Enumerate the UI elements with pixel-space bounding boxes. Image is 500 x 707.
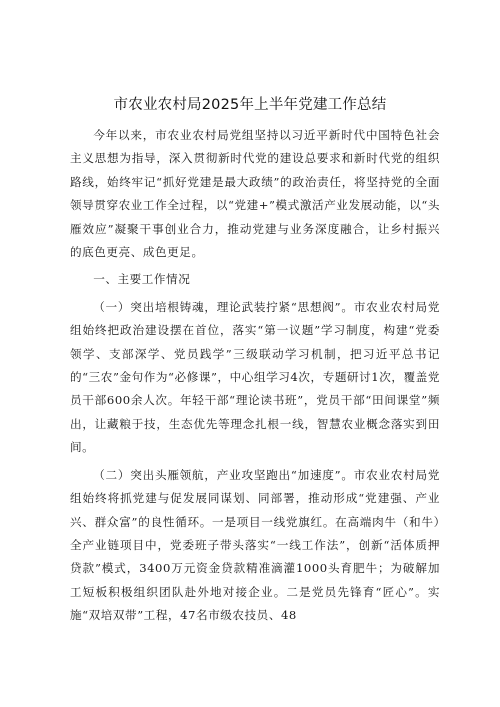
document-body	[70, 124, 440, 628]
document-title: 市农业农村局2025年上半年党建工作总结	[113, 97, 387, 113]
section-heading-main-work: 一、主要工作情况	[93, 272, 191, 287]
paragraph-theory-study: （一）突出培根铸魂，理论武装拧紧“思想阀”。市农业农村局党组始终把政治建设摆在首位，落实“第一议题”学习制度，构建“党委领学、支部深学、党员践学”三级联动学习机制，把习近平总书记的“三农”金句作为“必修课”，中心组学习4次，专题研讨1次，覆盖党员干部600余人次。年轻干部“理论读书班”，党员干部“田间课堂”频出，让藏粮于技，生态优先等理念扎根一线，智慧农业概念落实到田间。	[70, 299, 440, 455]
intro-paragraph: 今年以来，市农业农村局党组坚持以习近平新时代中国特色社会主义思想为指导，深入贯彻新时代党的建设总要求和新时代党的组织路线，始终牢记“抓好党建是最大政绩”的政治责任，将坚持党的全面领导贯穿农业工作全过程，以“党建+”模式激活产业发展动能，以“头雁效应”凝聚干事创业合力，推动党建与业务深度融合，让乡村振兴的底色更亮、成色更足。	[70, 128, 440, 260]
paragraph-industry-leadership: （二）突出头雁领航，产业攻坚跑出“加速度”。市农业农村局党组始终将抓党建与促发展同谋划、同部署，推动形成“党建强、产业兴、群众富”的良性循环。一是项目一线党旗红。在高端肉牛（和牛）全产业链项目中，党委班子带头落实“一线工作法”，创新“活体质押贷款”模式，3400万元资金贷款精准滴灌1000头育肥牛；为破解加工短板积极组织团队赴外地对接企业。二是党员先锋育“匠心”。实施“双培双带”工程，47名市级农技员、48	[70, 467, 440, 623]
